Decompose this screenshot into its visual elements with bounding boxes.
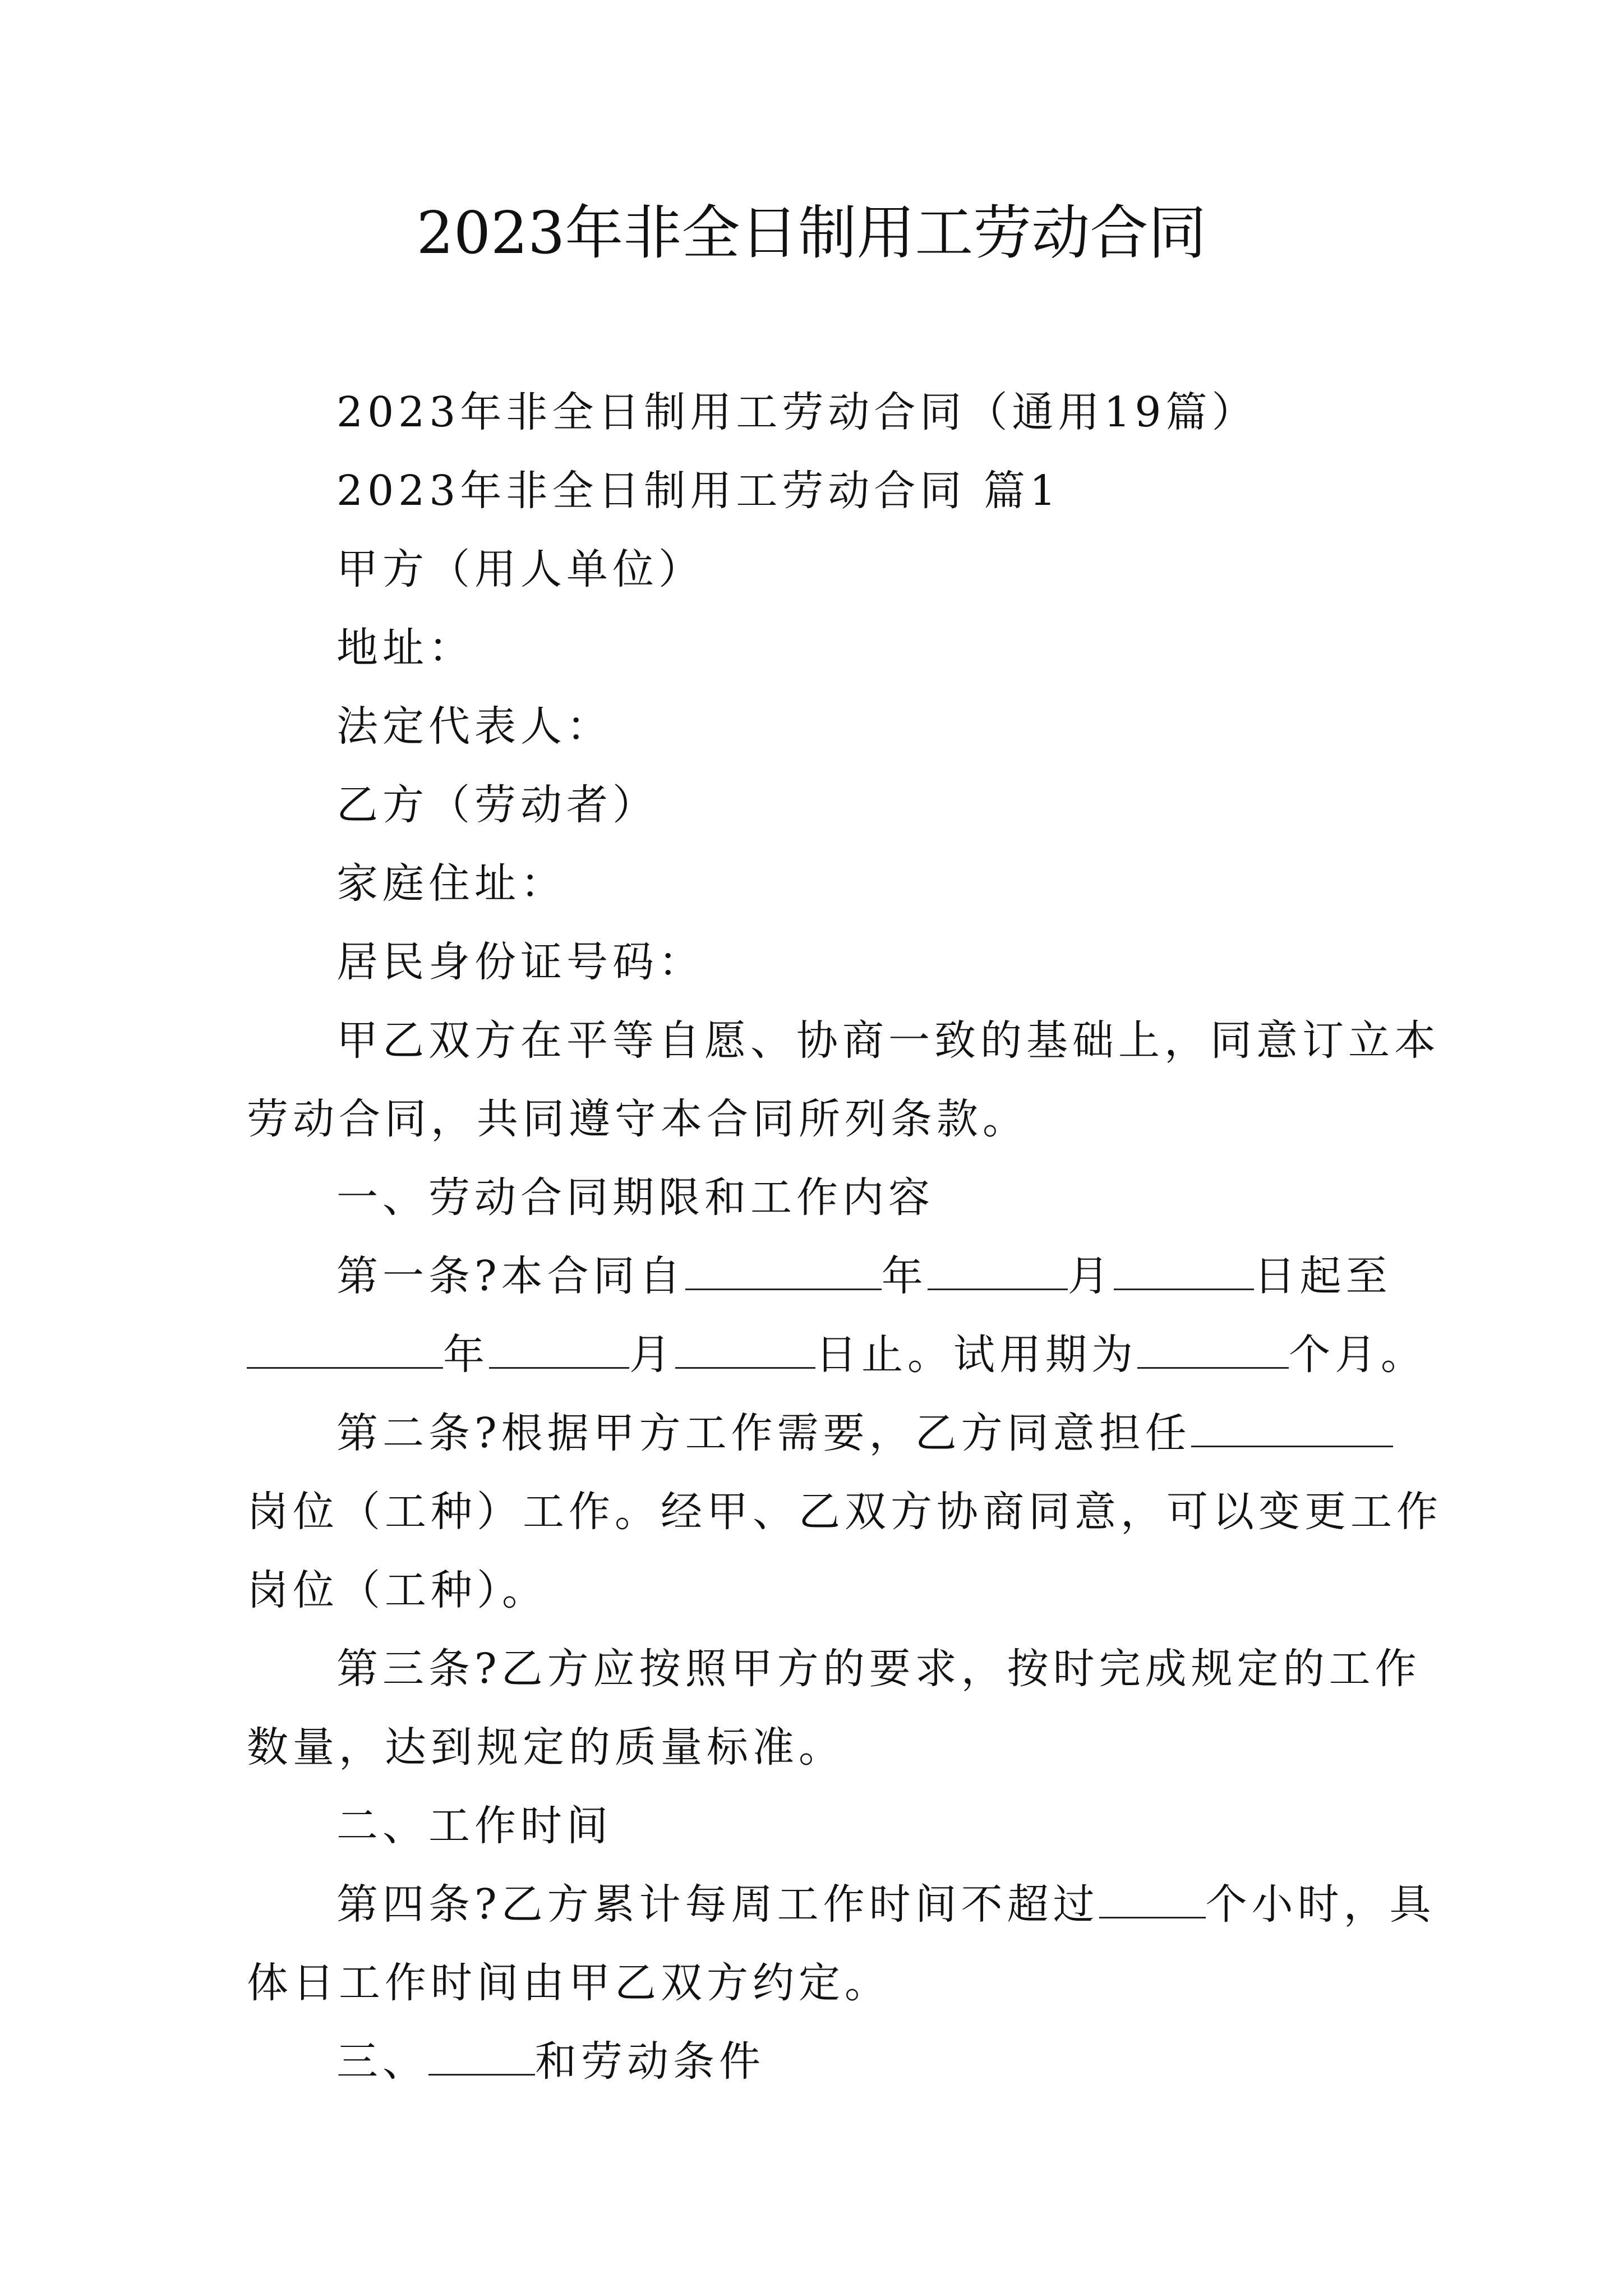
chapter-3-heading [336, 2033, 765, 2090]
end-year-blank [247, 1328, 443, 1369]
months-label: 个月。 [1289, 1331, 1427, 1379]
start-year-blank [685, 1249, 882, 1290]
start-month-blank [928, 1249, 1068, 1290]
probation-months-blank [1137, 1328, 1289, 1369]
chapter-3-number: 三、 [336, 2037, 428, 2086]
month-label: 月 [629, 1331, 675, 1379]
party-a-label: 甲方（用人单位） [336, 545, 704, 593]
article-1-line1 [336, 1248, 1392, 1304]
end-month-blank [489, 1328, 629, 1369]
day-from-label: 日起至 [1253, 1252, 1392, 1300]
start-day-blank [1114, 1249, 1254, 1290]
chapter-3-text: 和劳动条件 [535, 2037, 765, 2086]
document-title: 2023年非全日制用工劳动合同 [416, 199, 1207, 267]
article-2-line3: 岗位（工种）。 [247, 1566, 548, 1614]
article-1-text: 第一条?本合同自 [336, 1252, 685, 1300]
chapter-1-heading: 一、劳动合同期限和工作内容 [336, 1174, 934, 1222]
article-2-line1 [336, 1405, 1393, 1461]
article-4-line2: 体日工作时间由甲乙双方约定。 [247, 1959, 891, 2007]
month-label: 月 [1067, 1252, 1114, 1300]
legal-rep-label: 法定代表人： [336, 702, 612, 751]
intro-paragraph-line2: 劳动合同，共同遵守本合同所列条款。 [247, 1095, 1029, 1143]
article-2-text: 第二条?根据甲方工作需要，乙方同意担任 [336, 1409, 1191, 1457]
chapter-3-blank [428, 2035, 535, 2076]
weekly-hours-blank [1099, 1878, 1206, 1918]
chapter-2-heading: 二、工作时间 [336, 1802, 612, 1850]
address-label: 地址： [336, 624, 474, 672]
article-1-line2 [247, 1327, 1427, 1383]
party-b-label: 乙方（劳动者） [336, 781, 658, 829]
document-subtitle: 2023年非全日制用工劳动合同（通用19篇） [336, 388, 1258, 436]
year-label: 年 [881, 1252, 928, 1300]
article-3-line2: 数量，达到规定的质量标准。 [247, 1723, 845, 1772]
article-3-line1: 第三条?乙方应按照甲方的要求，按时完成规定的工作 [336, 1645, 1421, 1693]
article-2-line2: 岗位（工种）工作。经甲、乙双方协商同意，可以变更工作 [247, 1488, 1442, 1536]
article-4-line1 [336, 1876, 1436, 1932]
hours-label: 个小时，具 [1205, 1880, 1436, 1929]
end-day-blank [675, 1328, 815, 1369]
home-address-label: 家庭住址： [336, 859, 566, 908]
section-heading: 2023年非全日制用工劳动合同 篇1 [336, 467, 1061, 515]
id-number-label: 居民身份证号码： [336, 938, 704, 986]
article-4-text: 第四条?乙方累计每周工作时间不超过 [336, 1880, 1099, 1929]
intro-paragraph-line1: 甲乙双方在平等自愿、协商一致的基础上，同意订立本 [336, 1016, 1440, 1065]
position-blank [1191, 1406, 1393, 1447]
probation-label: 日止。试用期为 [815, 1331, 1137, 1379]
year-label: 年 [443, 1331, 489, 1379]
